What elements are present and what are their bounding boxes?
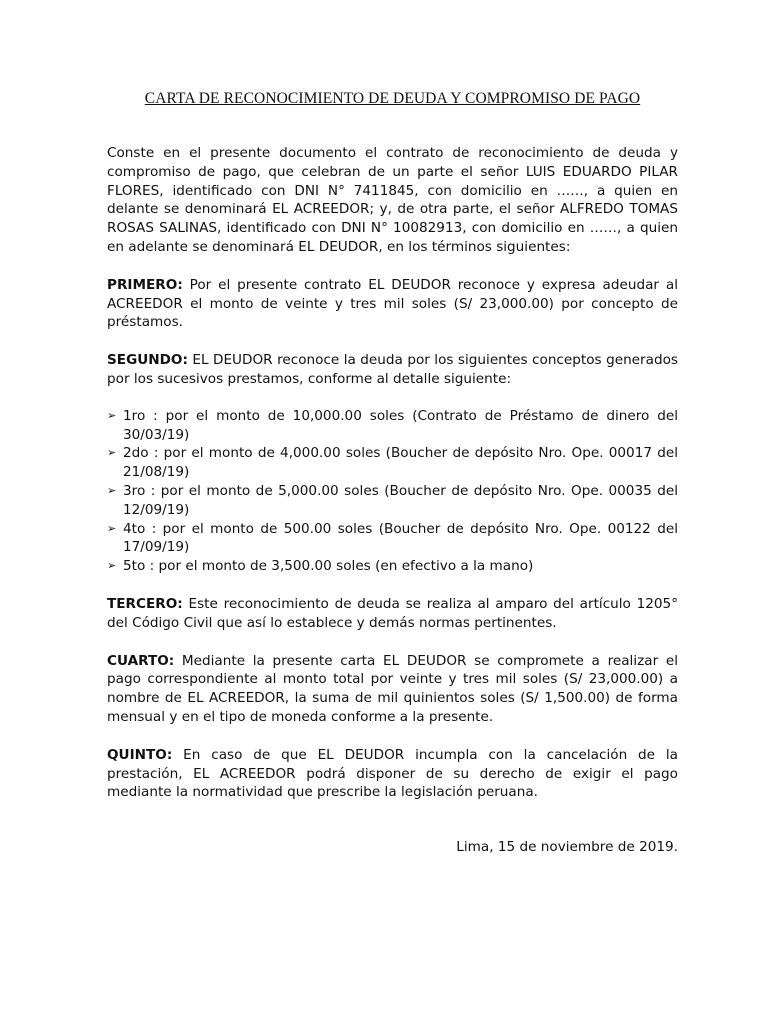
clause-segundo-heading: SEGUNDO: [107, 352, 188, 369]
list-item-text: 3ro : por el monto de 5,000.00 soles (Boucher de depósito Nro. Ope. 00035 del 12/09/19) [123, 482, 678, 518]
clause-cuarto [107, 652, 678, 727]
list-item-text: 4to : por el monto de 500.00 soles (Boucher de depósito Nro. Ope. 00122 del 17/09/19) [123, 520, 678, 556]
list-item-text: 1ro : por el monto de 10,000.00 soles (Contrato de Préstamo de dinero del 30/03/19) [123, 407, 678, 443]
clause-primero [107, 276, 678, 332]
arrow-bullet-icon: ➢ [107, 408, 117, 422]
intro-paragraph: Conste en el presente documento el contrato de reconocimiento de deuda y compromiso de pago, que celebran de un parte el señor LUIS EDUARDO PILAR FLORES, identificado con DNI N° 7411845, con domicilio en ……, a quien en delante se denominará EL ACREEDOR; y, de otra parte, el señor ALFREDO TOMAS ROSAS SALINAS, identificado con DNI N° 10082913, con domicilio en ……, a quien en adelante se denominará EL DEUDOR, en los términos siguientes: [107, 145, 678, 255]
clause-segundo-text: EL DEUDOR reconoce la deuda por los siguientes conceptos generados por los sucesivos prestamos, conforme al detalle siguiente: [107, 352, 678, 387]
arrow-bullet-icon: ➢ [107, 521, 117, 535]
clause-quinto [107, 746, 678, 802]
debt-items-list [107, 407, 678, 576]
list-item [107, 482, 678, 520]
document-title: CARTA DE RECONOCIMIENTO DE DEUDA Y COMPROMISO DE PAGO [144, 90, 641, 107]
clause-quinto-heading: QUINTO: [107, 746, 173, 763]
date-line: Lima, 15 de noviembre de 2019. [456, 839, 678, 856]
arrow-bullet-icon: ➢ [107, 559, 117, 573]
list-item [107, 520, 678, 558]
clause-tercero-heading: TERCERO: [107, 595, 183, 612]
clause-cuarto-heading: CUARTO: [107, 652, 175, 669]
clause-tercero [107, 595, 678, 633]
arrow-bullet-icon: ➢ [107, 483, 117, 497]
list-item-text: 5to : por el monto de 3,500.00 soles (en efectivo a la mano) [123, 558, 534, 575]
clause-segundo [107, 351, 678, 389]
clause-primero-text: Por el presente contrato EL DEUDOR reconoce y expresa adeudar al ACREEDOR el monto de veinte y tres mil soles (S/ 23,000.00) por concepto de préstamos. [107, 276, 678, 331]
clause-quinto-text: En caso de que EL DEUDOR incumpla con la cancelación de la prestación, EL ACREEDOR podrá disponer de su derecho de exigir el pago mediante la normatividad que prescribe la legislación peruana. [107, 746, 678, 801]
clause-cuarto-text: Mediante la presente carta EL DEUDOR se compromete a realizar el pago correspondiente al monto total por veinte y tres mil soles (S/ 23,000.00) a nombre de EL ACREEDOR, la suma de mil quinientos soles (S/ 1,500.00) de forma mensual y en el tipo de moneda conforme a la presente. [107, 652, 678, 725]
list-item [107, 557, 678, 576]
arrow-bullet-icon: ➢ [107, 446, 117, 460]
clause-tercero-text: Este reconocimiento de deuda se realiza al amparo del artículo 1205° del Código Civil que así lo establece y demás normas pertinentes. [107, 595, 678, 631]
list-item-text: 2do : por el monto de 4,000.00 soles (Boucher de depósito Nro. Ope. 00017 del 21/08/19) [123, 445, 678, 481]
list-item [107, 444, 678, 482]
list-item [107, 407, 678, 445]
clause-primero-heading: PRIMERO: [107, 276, 183, 293]
